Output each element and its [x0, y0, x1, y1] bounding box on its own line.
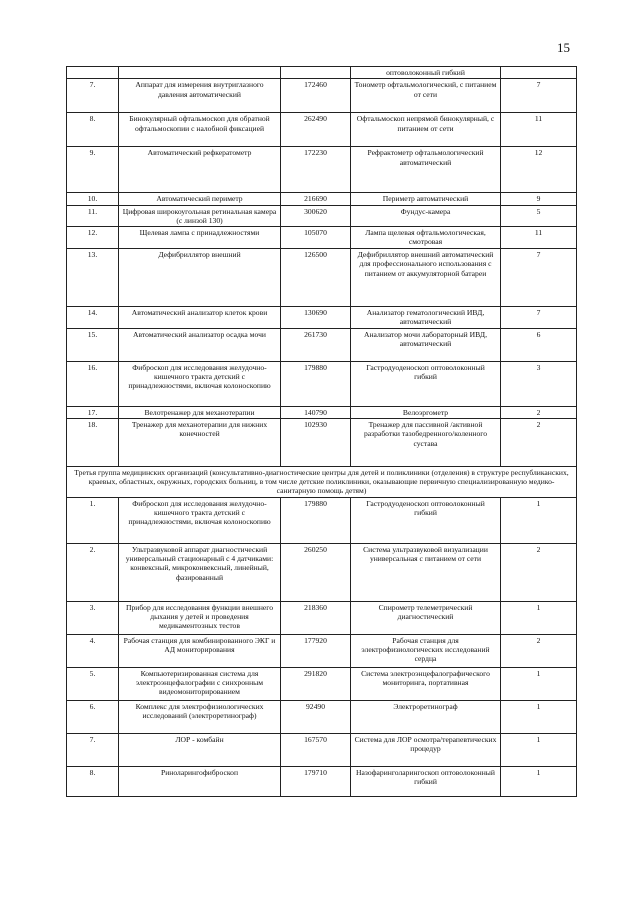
equipment-quantity: 7 [501, 249, 577, 307]
equipment-type: Гастродуоденоскоп оптоволоконный гибкий [351, 361, 501, 406]
equipment-code: 126500 [281, 249, 351, 307]
equipment-name: Фиброскоп для исследования желудочно-кишечного тракта детский с принадлежностями, включая колоноскопию [119, 361, 281, 406]
equipment-type: Велоэргометр [351, 406, 501, 418]
equipment-quantity: 7 [501, 307, 577, 329]
equipment-code: 172230 [281, 147, 351, 193]
equipment-name: Автоматический анализатор осадка мочи [119, 328, 281, 361]
row-number: 2. [67, 543, 119, 601]
row-number: 4. [67, 634, 119, 667]
row-number [67, 67, 119, 79]
row-number: 8. [67, 113, 119, 147]
equipment-type: Система ультразвуковой визуализации универсальная с питанием от сети [351, 543, 501, 601]
equipment-quantity: 2 [501, 406, 577, 418]
equipment-quantity: 11 [501, 227, 577, 249]
equipment-quantity [501, 67, 577, 79]
equipment-type: Рефрактометр офтальмологический автоматический [351, 147, 501, 193]
equipment-quantity: 1 [501, 667, 577, 700]
equipment-name: Риноларингофиброскоп [119, 766, 281, 796]
row-number: 7. [67, 733, 119, 766]
row-number: 7. [67, 79, 119, 113]
equipment-code: 130690 [281, 307, 351, 329]
equipment-type: Система электроэнцефалографического мониторинга, портативная [351, 667, 501, 700]
row-number: 3. [67, 601, 119, 634]
equipment-code: 177920 [281, 634, 351, 667]
row-number: 16. [67, 361, 119, 406]
table-row [67, 79, 577, 113]
table-body-part2 [67, 497, 577, 796]
table-row [67, 205, 577, 227]
row-number: 13. [67, 249, 119, 307]
row-number: 6. [67, 700, 119, 733]
equipment-quantity: 5 [501, 205, 577, 227]
equipment-name: Ультразвуковой аппарат диагностический универсальный стационарный с 4 датчиками: конвексный, микроконвексный, линейный, фазированный [119, 543, 281, 601]
table-row [67, 113, 577, 147]
equipment-quantity: 6 [501, 328, 577, 361]
equipment-type: Гастродуоденоскоп оптоволоконный гибкий [351, 497, 501, 543]
page-number: 15 [557, 40, 570, 55]
equipment-quantity: 12 [501, 147, 577, 193]
table-row [67, 406, 577, 418]
equipment-code: 291820 [281, 667, 351, 700]
row-number: 12. [67, 227, 119, 249]
equipment-type: Периметр автоматический [351, 193, 501, 205]
equipment-code: 140790 [281, 406, 351, 418]
row-number: 1. [67, 497, 119, 543]
equipment-name: Велотренажер для механотерапии [119, 406, 281, 418]
equipment-type: Рабочая станция для электрофизиологических исследований сердца [351, 634, 501, 667]
equipment-type: Тренажер для пассивной /активной разработки тазобедренного/коленного сустава [351, 419, 501, 467]
equipment-name: ЛОР - комбайн [119, 733, 281, 766]
equipment-code: 179880 [281, 497, 351, 543]
equipment-code: 172460 [281, 79, 351, 113]
equipment-code: 260250 [281, 543, 351, 601]
table-row [67, 193, 577, 205]
table-row [67, 733, 577, 766]
table-row [67, 667, 577, 700]
equipment-quantity: 1 [501, 601, 577, 634]
equipment-name [119, 67, 281, 79]
equipment-code: 216690 [281, 193, 351, 205]
equipment-name: Автоматический анализатор клеток крови [119, 307, 281, 329]
equipment-code: 179880 [281, 361, 351, 406]
equipment-name: Прибор для исследования функции внешнего дыхания у детей и проведения медикаментозных тестов [119, 601, 281, 634]
table-row [67, 307, 577, 329]
equipment-type: Система для ЛОР осмотра/терапевтических процедур [351, 733, 501, 766]
equipment-code: 105070 [281, 227, 351, 249]
equipment-code [281, 67, 351, 79]
group-header-row [67, 467, 577, 498]
table-row [67, 700, 577, 733]
equipment-name: Цифровая широкоугольная ретинальная камера (с линзой 130) [119, 205, 281, 227]
table-row [67, 227, 577, 249]
equipment-quantity: 2 [501, 634, 577, 667]
equipment-quantity: 1 [501, 497, 577, 543]
equipment-type: Спирометр телеметрический диагностический [351, 601, 501, 634]
row-number: 8. [67, 766, 119, 796]
equipment-name: Автоматический рефкератометр [119, 147, 281, 193]
equipment-quantity: 2 [501, 419, 577, 467]
group-header-section [67, 467, 577, 498]
table-row [67, 419, 577, 467]
table-row [67, 361, 577, 406]
equipment-name: Аппарат для измерения внутриглазного давления автоматический [119, 79, 281, 113]
equipment-name: Рабочая станция для комбинированного ЭКГ и АД мониторирования [119, 634, 281, 667]
equipment-quantity: 11 [501, 113, 577, 147]
table-body-part1 [67, 67, 577, 467]
equipment-name: Щелевая лампа с принадлежностями [119, 227, 281, 249]
equipment-name: Дефибриллятор внешний [119, 249, 281, 307]
equipment-code: 167570 [281, 733, 351, 766]
equipment-type: Электроретинограф [351, 700, 501, 733]
equipment-name: Комплекс для электрофизиологических исследований (электроретинограф) [119, 700, 281, 733]
table-row [67, 634, 577, 667]
equipment-name: Фиброскоп для исследования желудочно-кишечного тракта детский с принадлежностями, включая колоноскопию [119, 497, 281, 543]
equipment-code: 262490 [281, 113, 351, 147]
equipment-quantity: 7 [501, 79, 577, 113]
equipment-code: 261730 [281, 328, 351, 361]
row-number: 17. [67, 406, 119, 418]
equipment-quantity: 9 [501, 193, 577, 205]
equipment-code: 218360 [281, 601, 351, 634]
row-number: 15. [67, 328, 119, 361]
table-row [67, 543, 577, 601]
row-number: 14. [67, 307, 119, 329]
equipment-name: Тренажер для механотерапии для нижних конечностей [119, 419, 281, 467]
equipment-type: Назофаринголарингоскоп оптоволоконный гибкий [351, 766, 501, 796]
row-number: 10. [67, 193, 119, 205]
equipment-code: 300620 [281, 205, 351, 227]
table-row [67, 67, 577, 79]
row-number: 5. [67, 667, 119, 700]
table-row [67, 249, 577, 307]
equipment-type: Дефибриллятор внешний автоматический для профессионального использования с питанием от аккумуляторной батареи [351, 249, 501, 307]
table-row [67, 328, 577, 361]
equipment-type: Лампа щелевая офтальмологическая, смотровая [351, 227, 501, 249]
equipment-quantity: 1 [501, 733, 577, 766]
row-number: 11. [67, 205, 119, 227]
equipment-name: Компьютеризированная система для электроэнцефалографии с синхронным видеомониторированием [119, 667, 281, 700]
equipment-quantity: 2 [501, 543, 577, 601]
equipment-table [66, 66, 577, 797]
row-number: 9. [67, 147, 119, 193]
equipment-type: Фундус-камера [351, 205, 501, 227]
equipment-type: оптоволоконный гибкий [351, 67, 501, 79]
equipment-quantity: 1 [501, 700, 577, 733]
equipment-type: Тонометр офтальмологический, с питанием от сети [351, 79, 501, 113]
table-row [67, 147, 577, 193]
table-row [67, 766, 577, 796]
row-number: 18. [67, 419, 119, 467]
table-row [67, 497, 577, 543]
equipment-type: Анализатор мочи лабораторный ИВД, автоматический [351, 328, 501, 361]
table-row [67, 601, 577, 634]
equipment-code: 179710 [281, 766, 351, 796]
equipment-quantity: 1 [501, 766, 577, 796]
equipment-name: Бинокулярный офтальмоскоп для обратной офтальмоскопии с налобной фиксацией [119, 113, 281, 147]
group-header-text: Третья группа медицинских организаций (консультативно-диагностические центры для детей и поликлиники (отделения) в структуре республиканских, краевых, областных, окружных, городских больниц, в том числе детские поликлиники, оказывающие первичную специализированную медико-санитарную помощь детям) [67, 467, 577, 498]
equipment-code: 92490 [281, 700, 351, 733]
equipment-code: 102930 [281, 419, 351, 467]
equipment-type: Офтальмоскоп непрямой бинокулярный, с питанием от сети [351, 113, 501, 147]
equipment-quantity: 3 [501, 361, 577, 406]
equipment-type: Анализатор гематологический ИВД, автоматический [351, 307, 501, 329]
equipment-name: Автоматический периметр [119, 193, 281, 205]
